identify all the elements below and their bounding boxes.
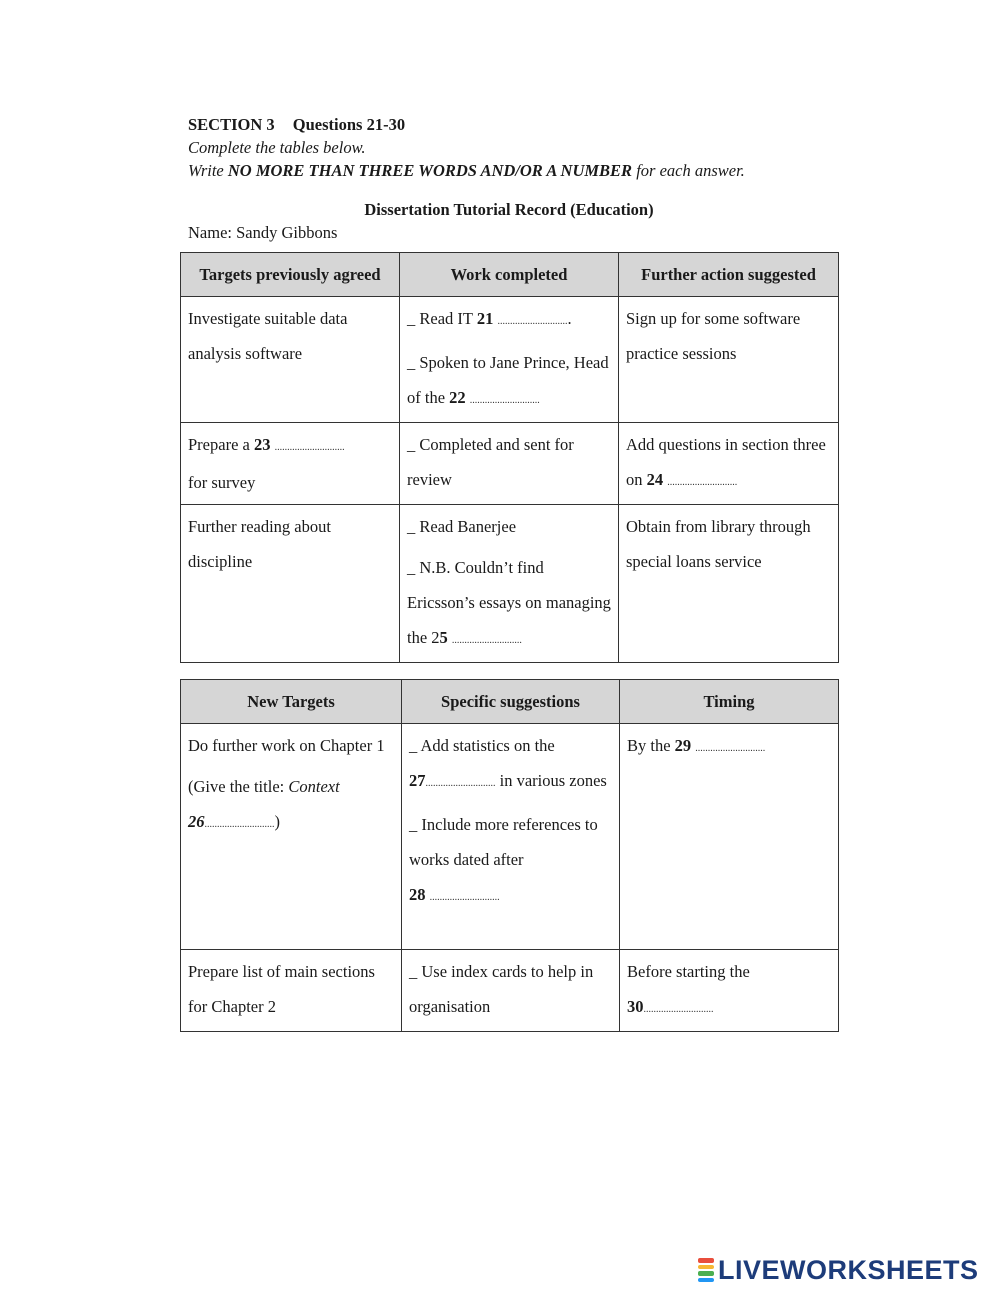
cell-action: Sign up for some software practice sessions xyxy=(619,297,839,423)
table-row xyxy=(181,724,839,950)
cell-new-target: Prepare list of main sections for Chapter 2 xyxy=(181,950,402,1032)
header-new-targets: New Targets xyxy=(181,680,402,724)
cell-work: _ Read Banerjee _ N.B. Couldn’t find Ericsson’s essays on managing the 25 ............................ xyxy=(400,505,619,663)
student-name: Name: Sandy Gibbons xyxy=(188,223,338,242)
logo-mark-icon xyxy=(698,1257,714,1283)
question-21-number: 21 xyxy=(476,309,494,328)
question-23-number: 23 xyxy=(253,435,271,454)
answer-21-blank[interactable]: ............................ xyxy=(497,316,568,327)
cell-action: Obtain from library through special loans service xyxy=(619,505,839,663)
cell-work: _ Read IT 21 ............................. _ Spoken to Jane Prince, Head of the 22 ............................ xyxy=(400,297,619,423)
section-header xyxy=(188,113,745,182)
header-further-action: Further action suggested xyxy=(619,253,839,297)
cell-new-target: Do further work on Chapter 1 (Give the title: Context 26............................) xyxy=(181,724,402,950)
cell-target: Prepare a 23 ............................ for survey xyxy=(181,423,400,505)
table-header-row xyxy=(181,680,839,724)
header-specific-suggestions: Specific suggestions xyxy=(402,680,620,724)
table-header-row xyxy=(181,253,839,297)
instruction-complete: Complete the tables below. xyxy=(188,138,366,157)
cell-work: _ Completed and sent for review xyxy=(400,423,619,505)
answer-22-blank[interactable]: ............................ xyxy=(469,395,540,406)
cell-target: Further reading about discipline xyxy=(181,505,400,663)
cell-suggestion: _ Use index cards to help in organisation xyxy=(402,950,620,1032)
instruction-word-limit: Write NO MORE THAN THREE WORDS AND/OR A NUMBER for each answer. xyxy=(188,161,745,180)
answer-24-blank[interactable]: ............................ xyxy=(667,477,738,488)
tutorial-record-table xyxy=(180,252,839,663)
section-label: SECTION 3 xyxy=(188,115,275,134)
answer-27-blank[interactable]: ............................ xyxy=(425,778,496,789)
questions-range: Questions 21-30 xyxy=(292,115,406,134)
header-work-completed: Work completed xyxy=(400,253,619,297)
answer-29-blank[interactable]: ............................ xyxy=(695,743,766,754)
header-timing: Timing xyxy=(620,680,839,724)
cell-target: Investigate suitable data analysis software xyxy=(181,297,400,423)
answer-23-blank[interactable]: ............................ xyxy=(274,442,345,453)
question-25-number: 5 xyxy=(439,628,448,647)
cell-suggestion: _ Add statistics on the 27............................ in various zones _ Include more references to works dated after 28 ............................ xyxy=(402,724,620,950)
cell-timing: By the 29 ............................ xyxy=(620,724,839,950)
header-targets-previously-agreed: Targets previously agreed xyxy=(181,253,400,297)
liveworksheets-logo xyxy=(698,1256,979,1284)
table-row xyxy=(181,950,839,1032)
question-24-number: 24 xyxy=(646,470,664,489)
question-29-number: 29 xyxy=(674,736,692,755)
question-22-number: 22 xyxy=(449,388,466,407)
cell-action: Add questions in section three on 24 ............................ xyxy=(619,423,839,505)
answer-30-blank[interactable]: ............................ xyxy=(643,1004,714,1015)
question-27-number: 27 xyxy=(409,771,426,790)
question-30-number: 30 xyxy=(627,997,644,1016)
question-26-number: 26 xyxy=(188,812,205,831)
logo-text: LIVEWORKSHEETS xyxy=(718,1254,979,1285)
question-28-number: 28 xyxy=(409,885,426,904)
answer-28-blank[interactable]: ............................ xyxy=(429,892,500,903)
record-title: Dissertation Tutorial Record (Education) xyxy=(364,200,654,219)
table-row xyxy=(181,505,839,663)
answer-25-blank[interactable]: ............................ xyxy=(451,635,522,646)
new-targets-table xyxy=(180,679,839,1032)
cell-timing: Before starting the 30............................ xyxy=(620,950,839,1032)
table-row xyxy=(181,423,839,505)
answer-26-blank[interactable]: ............................ xyxy=(204,819,275,830)
table-row xyxy=(181,297,839,423)
section-title xyxy=(188,113,745,136)
